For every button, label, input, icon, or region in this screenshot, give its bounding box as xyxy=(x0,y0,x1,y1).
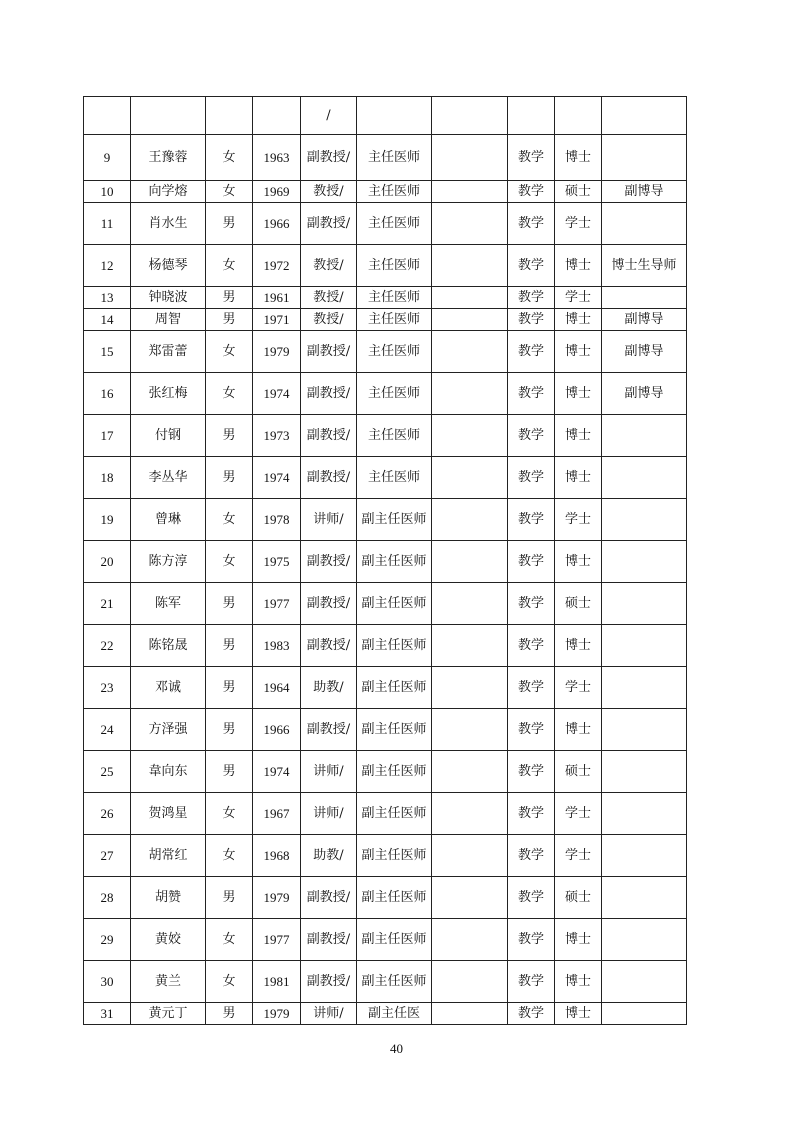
cell-empty xyxy=(432,751,508,793)
cell-gender: 男 xyxy=(206,625,253,667)
cell-academic-title: 讲师/ xyxy=(301,793,357,835)
cell-degree: 博士 xyxy=(555,919,602,961)
cell-gender: 女 xyxy=(206,961,253,1003)
cell-gender: 女 xyxy=(206,541,253,583)
cell-note xyxy=(602,499,687,541)
cell-clinical-title: 副主任医师 xyxy=(357,499,432,541)
cell-number: 26 xyxy=(84,793,131,835)
cell-year: 1963 xyxy=(253,135,301,181)
cell-year: 1964 xyxy=(253,667,301,709)
cell-role: 教学 xyxy=(508,625,555,667)
cell-academic-title: 讲师/ xyxy=(301,1003,357,1025)
cell-year: 1979 xyxy=(253,877,301,919)
table-row xyxy=(84,181,687,203)
table-row xyxy=(84,919,687,961)
cell-gender: 男 xyxy=(206,583,253,625)
cell-empty xyxy=(432,961,508,1003)
cell-name: 王豫蓉 xyxy=(131,135,206,181)
cell-year: 1983 xyxy=(253,625,301,667)
cell-academic-title: 讲师/ xyxy=(301,499,357,541)
cell-empty xyxy=(432,667,508,709)
cell-academic-title: 副教授/ xyxy=(301,203,357,245)
cell-empty xyxy=(432,181,508,203)
cell-year xyxy=(253,97,301,135)
table-row xyxy=(84,415,687,457)
cell-degree: 博士 xyxy=(555,457,602,499)
cell-degree: 博士 xyxy=(555,541,602,583)
cell-gender: 女 xyxy=(206,919,253,961)
cell-year: 1966 xyxy=(253,709,301,751)
cell-role: 教学 xyxy=(508,919,555,961)
cell-year: 1977 xyxy=(253,583,301,625)
cell-year: 1975 xyxy=(253,541,301,583)
cell-empty xyxy=(432,541,508,583)
cell-clinical-title: 副主任医师 xyxy=(357,793,432,835)
cell-number: 19 xyxy=(84,499,131,541)
cell-number: 22 xyxy=(84,625,131,667)
cell-number: 17 xyxy=(84,415,131,457)
cell-role: 教学 xyxy=(508,709,555,751)
cell-clinical-title: 副主任医师 xyxy=(357,709,432,751)
cell-year: 1977 xyxy=(253,919,301,961)
cell-note xyxy=(602,835,687,877)
cell-academic-title: 副教授/ xyxy=(301,919,357,961)
cell-name: 张红梅 xyxy=(131,373,206,415)
table-row xyxy=(84,541,687,583)
cell-clinical-title: 主任医师 xyxy=(357,309,432,331)
cell-clinical-title: 副主任医师 xyxy=(357,751,432,793)
cell-role: 教学 xyxy=(508,331,555,373)
cell-clinical-title: 主任医师 xyxy=(357,203,432,245)
cell-academic-title: 副教授/ xyxy=(301,135,357,181)
cell-empty xyxy=(432,1003,508,1025)
cell-gender: 男 xyxy=(206,203,253,245)
cell-note xyxy=(602,667,687,709)
cell-gender: 女 xyxy=(206,331,253,373)
cell-gender: 女 xyxy=(206,245,253,287)
cell-note xyxy=(602,583,687,625)
cell-year: 1961 xyxy=(253,287,301,309)
cell-year: 1974 xyxy=(253,751,301,793)
cell-degree: 博士 xyxy=(555,245,602,287)
cell-note xyxy=(602,415,687,457)
cell-note xyxy=(602,961,687,1003)
cell-clinical-title: 主任医师 xyxy=(357,245,432,287)
cell-empty xyxy=(432,625,508,667)
cell-empty xyxy=(432,287,508,309)
cell-academic-title: 教授/ xyxy=(301,309,357,331)
cell-note xyxy=(602,287,687,309)
cell-degree: 学士 xyxy=(555,835,602,877)
cell-degree: 硕士 xyxy=(555,181,602,203)
cell-name: 向学熔 xyxy=(131,181,206,203)
cell-degree: 博士 xyxy=(555,709,602,751)
cell-clinical-title: 副主任医师 xyxy=(357,919,432,961)
cell-empty xyxy=(432,309,508,331)
cell-empty xyxy=(432,97,508,135)
cell-academic-title: 助教/ xyxy=(301,835,357,877)
cell-role: 教学 xyxy=(508,181,555,203)
cell-gender: 男 xyxy=(206,457,253,499)
cell-gender: 女 xyxy=(206,793,253,835)
cell-academic-title: 副教授/ xyxy=(301,457,357,499)
table-row xyxy=(84,97,687,135)
cell-number: 15 xyxy=(84,331,131,373)
table-row xyxy=(84,287,687,309)
cell-note: 副博导 xyxy=(602,181,687,203)
cell-year: 1973 xyxy=(253,415,301,457)
cell-academic-title: 副教授/ xyxy=(301,625,357,667)
cell-year: 1979 xyxy=(253,331,301,373)
cell-number: 14 xyxy=(84,309,131,331)
cell-clinical-title xyxy=(357,97,432,135)
cell-name: 李丛华 xyxy=(131,457,206,499)
cell-academic-title: 教授/ xyxy=(301,245,357,287)
cell-number: 12 xyxy=(84,245,131,287)
table-row xyxy=(84,667,687,709)
table-row xyxy=(84,625,687,667)
cell-year: 1968 xyxy=(253,835,301,877)
staff-table xyxy=(83,96,687,1025)
cell-empty xyxy=(432,331,508,373)
cell-clinical-title: 主任医师 xyxy=(357,135,432,181)
cell-clinical-title: 主任医师 xyxy=(357,457,432,499)
cell-year: 1981 xyxy=(253,961,301,1003)
cell-degree: 学士 xyxy=(555,667,602,709)
cell-gender: 男 xyxy=(206,709,253,751)
cell-note: 博士生导师 xyxy=(602,245,687,287)
cell-role: 教学 xyxy=(508,309,555,331)
table-row xyxy=(84,457,687,499)
cell-note xyxy=(602,135,687,181)
cell-empty xyxy=(432,877,508,919)
cell-degree: 硕士 xyxy=(555,751,602,793)
cell-gender: 男 xyxy=(206,287,253,309)
table-row xyxy=(84,499,687,541)
cell-role: 教学 xyxy=(508,373,555,415)
table-row xyxy=(84,583,687,625)
cell-clinical-title: 主任医师 xyxy=(357,373,432,415)
cell-note xyxy=(602,919,687,961)
cell-clinical-title: 主任医师 xyxy=(357,331,432,373)
cell-year: 1978 xyxy=(253,499,301,541)
cell-role: 教学 xyxy=(508,135,555,181)
cell-number xyxy=(84,97,131,135)
cell-clinical-title: 副主任医师 xyxy=(357,625,432,667)
cell-name: 胡常红 xyxy=(131,835,206,877)
cell-role: 教学 xyxy=(508,667,555,709)
cell-academic-title: 讲师/ xyxy=(301,751,357,793)
cell-number: 25 xyxy=(84,751,131,793)
cell-empty xyxy=(432,415,508,457)
cell-number: 30 xyxy=(84,961,131,1003)
cell-empty xyxy=(432,919,508,961)
cell-academic-title: 副教授/ xyxy=(301,877,357,919)
cell-clinical-title: 副主任医师 xyxy=(357,835,432,877)
cell-clinical-title: 副主任医师 xyxy=(357,583,432,625)
cell-role xyxy=(508,97,555,135)
cell-role: 教学 xyxy=(508,457,555,499)
cell-year: 1974 xyxy=(253,373,301,415)
table-row xyxy=(84,331,687,373)
cell-year: 1972 xyxy=(253,245,301,287)
cell-number: 16 xyxy=(84,373,131,415)
cell-clinical-title: 副主任医师 xyxy=(357,541,432,583)
cell-empty xyxy=(432,583,508,625)
cell-empty xyxy=(432,793,508,835)
cell-role: 教学 xyxy=(508,541,555,583)
cell-number: 31 xyxy=(84,1003,131,1025)
table-row xyxy=(84,373,687,415)
cell-empty xyxy=(432,135,508,181)
cell-role: 教学 xyxy=(508,961,555,1003)
cell-note: 副博导 xyxy=(602,373,687,415)
cell-role: 教学 xyxy=(508,835,555,877)
cell-gender: 女 xyxy=(206,499,253,541)
cell-degree: 博士 xyxy=(555,135,602,181)
table-row xyxy=(84,203,687,245)
cell-note xyxy=(602,625,687,667)
cell-number: 18 xyxy=(84,457,131,499)
table-row xyxy=(84,835,687,877)
cell-role: 教学 xyxy=(508,751,555,793)
cell-number: 10 xyxy=(84,181,131,203)
cell-role: 教学 xyxy=(508,287,555,309)
cell-gender: 男 xyxy=(206,877,253,919)
cell-degree: 硕士 xyxy=(555,877,602,919)
cell-gender: 男 xyxy=(206,309,253,331)
table-row xyxy=(84,877,687,919)
cell-number: 24 xyxy=(84,709,131,751)
cell-gender xyxy=(206,97,253,135)
cell-clinical-title: 主任医师 xyxy=(357,287,432,309)
page-number: 40 xyxy=(390,1041,403,1056)
cell-academic-title: 助教/ xyxy=(301,667,357,709)
cell-number: 13 xyxy=(84,287,131,309)
cell-gender: 男 xyxy=(206,415,253,457)
cell-degree: 博士 xyxy=(555,373,602,415)
cell-name: 邓诚 xyxy=(131,667,206,709)
cell-clinical-title: 副主任医师 xyxy=(357,877,432,919)
cell-role: 教学 xyxy=(508,499,555,541)
cell-name xyxy=(131,97,206,135)
cell-name: 方泽强 xyxy=(131,709,206,751)
cell-degree: 学士 xyxy=(555,203,602,245)
cell-note xyxy=(602,751,687,793)
table-row xyxy=(84,245,687,287)
cell-year: 1969 xyxy=(253,181,301,203)
cell-degree: 博士 xyxy=(555,309,602,331)
cell-name: 付钢 xyxy=(131,415,206,457)
table-row xyxy=(84,1003,687,1025)
cell-empty xyxy=(432,245,508,287)
cell-note: 副博导 xyxy=(602,331,687,373)
cell-note xyxy=(602,457,687,499)
cell-degree: 学士 xyxy=(555,287,602,309)
cell-degree: 博士 xyxy=(555,625,602,667)
cell-degree: 博士 xyxy=(555,961,602,1003)
cell-degree: 博士 xyxy=(555,331,602,373)
cell-number: 27 xyxy=(84,835,131,877)
cell-year: 1974 xyxy=(253,457,301,499)
cell-year: 1966 xyxy=(253,203,301,245)
cell-note xyxy=(602,203,687,245)
cell-year: 1971 xyxy=(253,309,301,331)
cell-note xyxy=(602,1003,687,1025)
cell-clinical-title: 副主任医 xyxy=(357,1003,432,1025)
cell-name: 肖水生 xyxy=(131,203,206,245)
cell-name: 陈铭晟 xyxy=(131,625,206,667)
cell-degree xyxy=(555,97,602,135)
table-row xyxy=(84,961,687,1003)
cell-role: 教学 xyxy=(508,793,555,835)
cell-name: 胡赞 xyxy=(131,877,206,919)
cell-year: 1967 xyxy=(253,793,301,835)
cell-name: 贺鸿星 xyxy=(131,793,206,835)
cell-role: 教学 xyxy=(508,203,555,245)
cell-degree: 硕士 xyxy=(555,583,602,625)
cell-year: 1979 xyxy=(253,1003,301,1025)
cell-name: 陈军 xyxy=(131,583,206,625)
cell-clinical-title: 主任医师 xyxy=(357,415,432,457)
cell-number: 29 xyxy=(84,919,131,961)
cell-note xyxy=(602,709,687,751)
cell-name: 陈方淳 xyxy=(131,541,206,583)
cell-role: 教学 xyxy=(508,1003,555,1025)
cell-name: 周智 xyxy=(131,309,206,331)
table-row xyxy=(84,751,687,793)
cell-empty xyxy=(432,709,508,751)
cell-academic-title: 教授/ xyxy=(301,181,357,203)
cell-empty xyxy=(432,373,508,415)
cell-gender: 男 xyxy=(206,751,253,793)
cell-academic-title: 教授/ xyxy=(301,287,357,309)
cell-gender: 男 xyxy=(206,1003,253,1025)
cell-academic-title: 副教授/ xyxy=(301,331,357,373)
cell-gender: 女 xyxy=(206,373,253,415)
cell-number: 23 xyxy=(84,667,131,709)
cell-academic-title: 副教授/ xyxy=(301,415,357,457)
cell-clinical-title: 副主任医师 xyxy=(357,667,432,709)
table-row xyxy=(84,135,687,181)
cell-name: 黄姣 xyxy=(131,919,206,961)
cell-gender: 女 xyxy=(206,181,253,203)
table-row xyxy=(84,309,687,331)
cell-role: 教学 xyxy=(508,245,555,287)
cell-empty xyxy=(432,499,508,541)
cell-academic-title: 副教授/ xyxy=(301,961,357,1003)
cell-degree: 博士 xyxy=(555,415,602,457)
cell-name: 黄兰 xyxy=(131,961,206,1003)
cell-note xyxy=(602,97,687,135)
cell-number: 11 xyxy=(84,203,131,245)
cell-number: 9 xyxy=(84,135,131,181)
table-row xyxy=(84,709,687,751)
cell-number: 28 xyxy=(84,877,131,919)
cell-number: 21 xyxy=(84,583,131,625)
cell-degree: 学士 xyxy=(555,499,602,541)
cell-clinical-title: 副主任医师 xyxy=(357,961,432,1003)
cell-clinical-title: 主任医师 xyxy=(357,181,432,203)
cell-name: 韋向东 xyxy=(131,751,206,793)
cell-academic-title: 副教授/ xyxy=(301,709,357,751)
cell-academic-title: / xyxy=(301,97,357,135)
cell-gender: 女 xyxy=(206,835,253,877)
cell-gender: 女 xyxy=(206,135,253,181)
cell-academic-title: 副教授/ xyxy=(301,541,357,583)
table-row xyxy=(84,793,687,835)
cell-note xyxy=(602,541,687,583)
cell-name: 杨德琴 xyxy=(131,245,206,287)
cell-role: 教学 xyxy=(508,583,555,625)
cell-name: 黄元丁 xyxy=(131,1003,206,1025)
cell-academic-title: 副教授/ xyxy=(301,583,357,625)
cell-empty xyxy=(432,203,508,245)
cell-degree: 博士 xyxy=(555,1003,602,1025)
cell-name: 曾琳 xyxy=(131,499,206,541)
cell-gender: 男 xyxy=(206,667,253,709)
table-body xyxy=(84,97,687,1025)
cell-role: 教学 xyxy=(508,877,555,919)
cell-role: 教学 xyxy=(508,415,555,457)
cell-empty xyxy=(432,835,508,877)
cell-name: 郑雷蕾 xyxy=(131,331,206,373)
cell-empty xyxy=(432,457,508,499)
cell-note xyxy=(602,793,687,835)
cell-degree: 学士 xyxy=(555,793,602,835)
cell-note xyxy=(602,877,687,919)
cell-name: 钟晓波 xyxy=(131,287,206,309)
cell-academic-title: 副教授/ xyxy=(301,373,357,415)
cell-note: 副博导 xyxy=(602,309,687,331)
cell-number: 20 xyxy=(84,541,131,583)
